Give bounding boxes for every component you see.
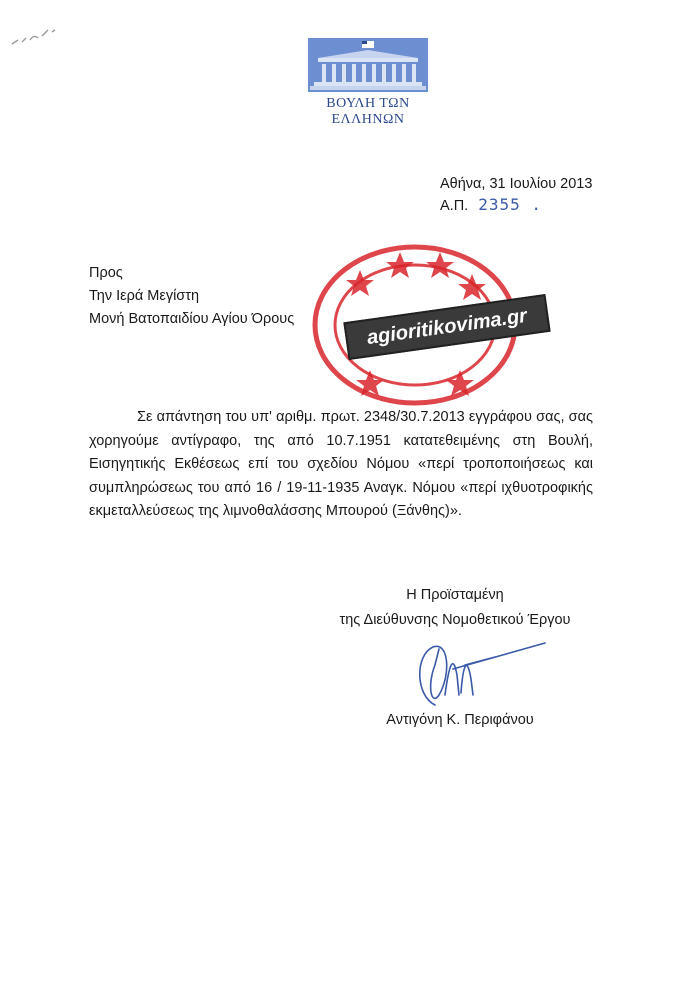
parliament-building-icon	[308, 38, 428, 92]
institution-name: ΒΟΥΛΗ ΤΩΝ ΕΛΛΗΝΩΝ	[326, 96, 410, 127]
protocol-reference	[440, 195, 542, 214]
recipient-line-2: Την Ιερά Μεγίστη	[89, 288, 200, 304]
signatory-name: Αντιγόνη Κ. Περιφάνου	[386, 712, 534, 728]
protocol-number: 2355 .	[478, 195, 543, 214]
signatory-title-line-2: της Διεύθυνσης Νομοθετικού Έργου	[339, 612, 571, 628]
signatory-title-line-1: Η Προϊσταμένη	[406, 587, 504, 603]
parliament-logo	[298, 38, 438, 128]
letter-body: Σε απάντηση του υπ' αριθμ. πρωτ. 2348/30.7.2013 εγγράφου σας, σας χορηγούμε αντίγραφο, της από 10.7.1951 κατατεθειμένης στη Βουλή, Εισηγητικής Εκθέσεως επί του σχεδίου Νόμου «περί τροποποιήσεως και συμπληρώσεως του από 16 / 19-11-1935 Αναγκ. Νόμου «περί ιχθυοτροφικής εκμεταλλεύσεως της λιμνοθαλάσσης Μπουρού (Ξάνθης)».	[89, 409, 593, 519]
date-line: Αθήνα, 31 Ιουλίου 2013	[440, 176, 593, 192]
handwritten-signature-icon	[405, 635, 555, 715]
signatory-title	[330, 583, 580, 633]
recipient-line-3: Μονή Βατοπαιδίου Αγίου Όρους	[89, 311, 295, 327]
protocol-label: Α.Π.	[440, 198, 469, 214]
watermark-label: agioritikovima.gr	[343, 294, 550, 360]
pencil-mark-icon	[8, 22, 68, 52]
recipient-line-1: Προς	[89, 265, 123, 281]
recipient-block	[89, 262, 294, 331]
